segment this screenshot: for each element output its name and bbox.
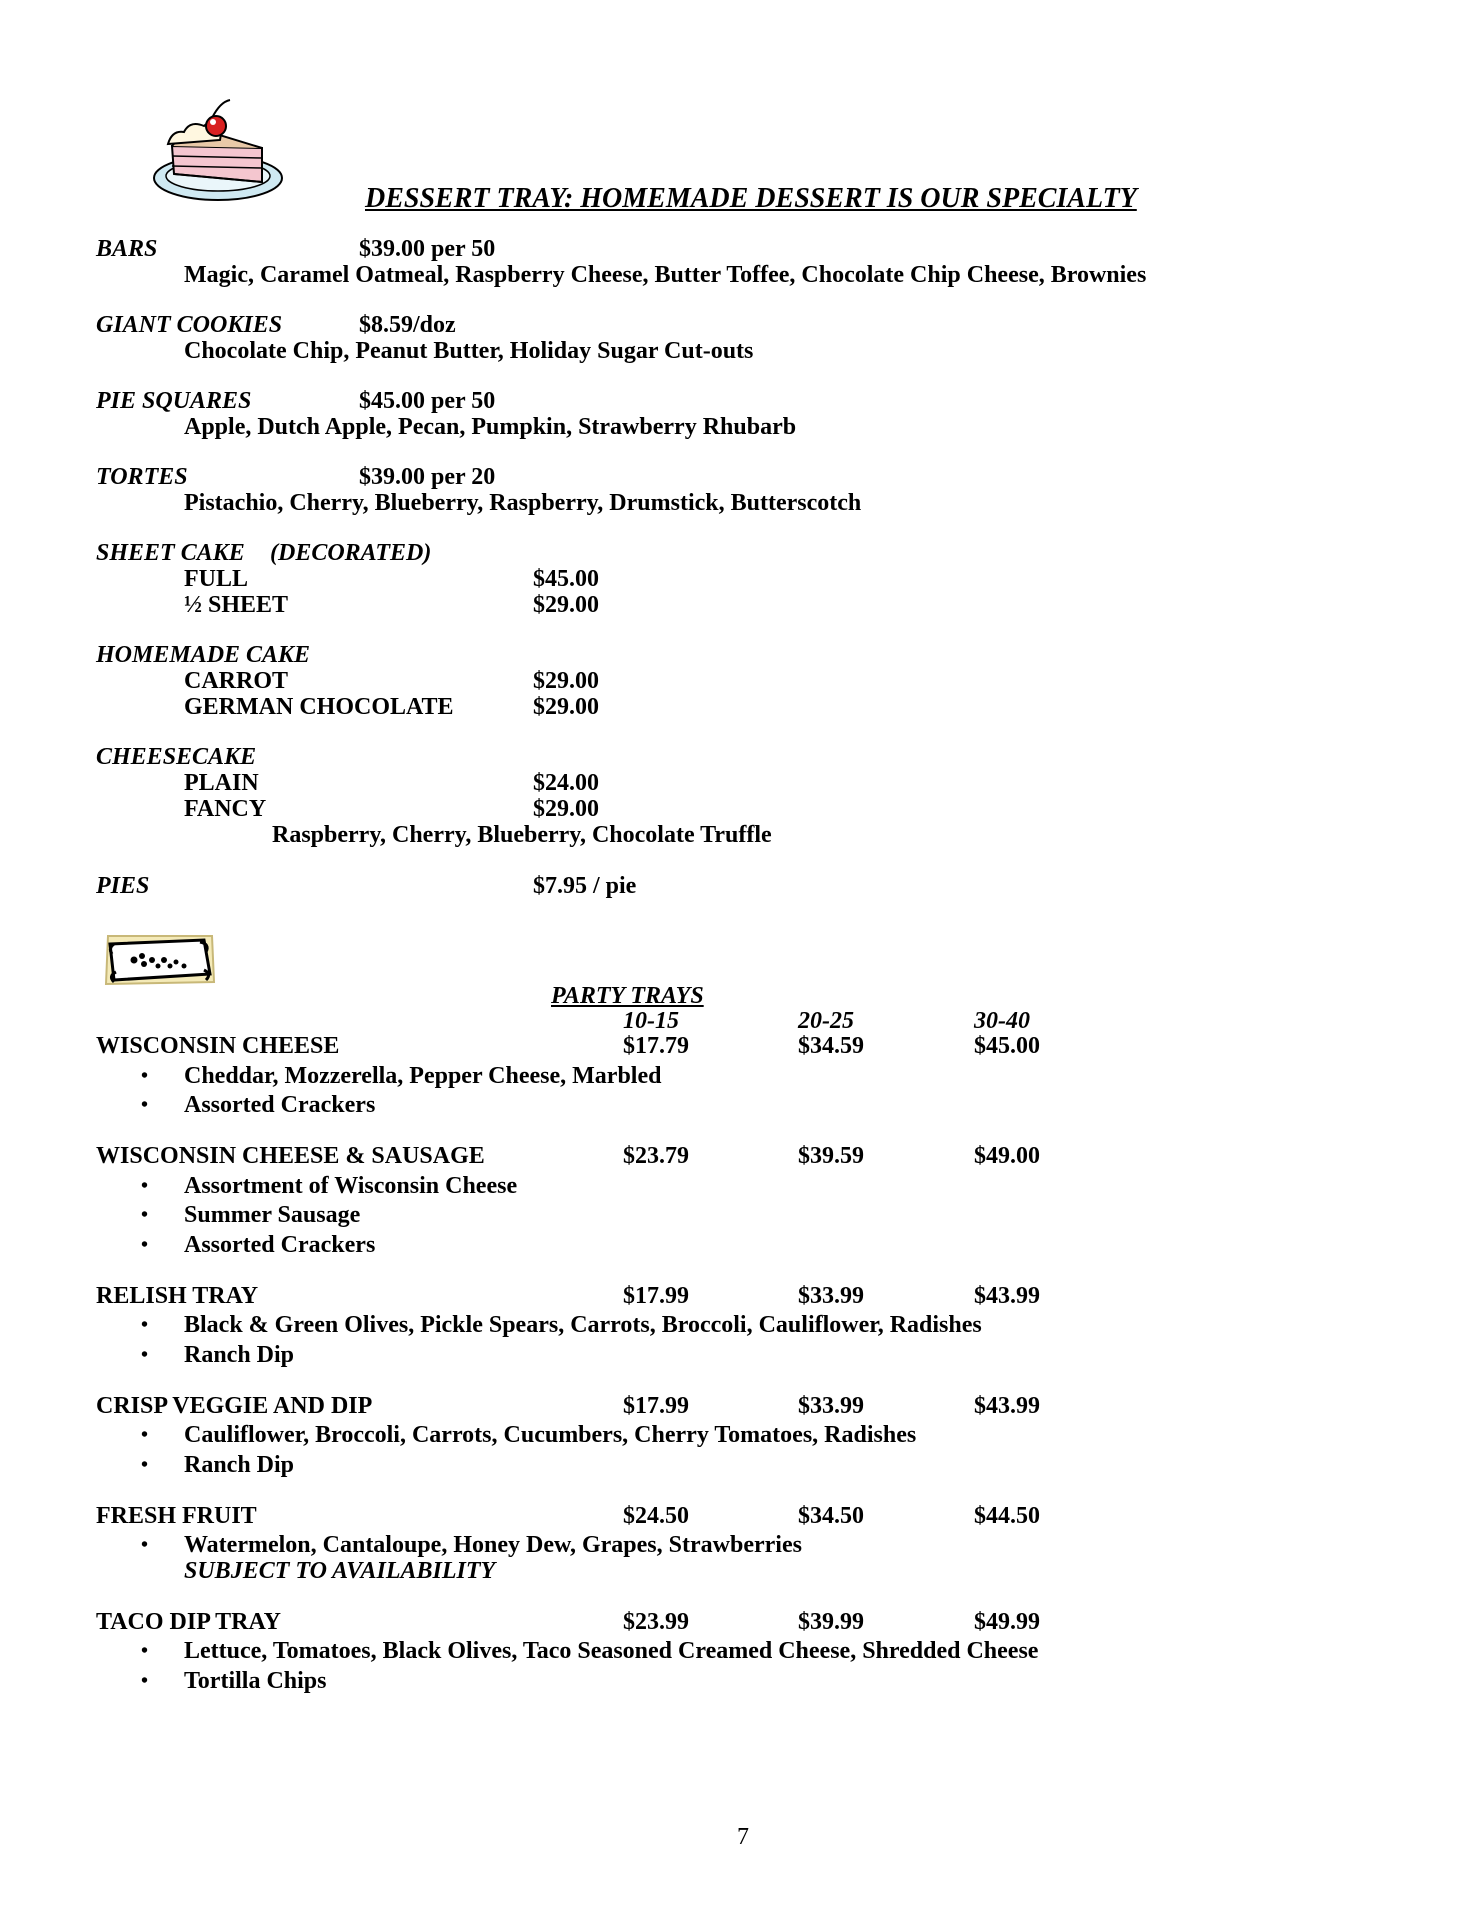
tray-icon (100, 930, 220, 992)
size-header-3: 30-40 (974, 1008, 1030, 1034)
sheet-cake-half-price: $29.00 (533, 592, 599, 618)
item-price-giant-cookies: $8.59/doz (359, 312, 456, 338)
item-varieties-pie-squares: Apple, Dutch Apple, Pecan, Pumpkin, Strawberry Rhubarb (184, 414, 797, 440)
homemade-cake-german-price: $29.00 (533, 694, 599, 720)
tray-price: $43.99 (974, 1393, 1040, 1419)
tray-name-relish: RELISH TRAY (96, 1283, 259, 1309)
item-price-tortes: $39.00 per 20 (359, 464, 496, 490)
cheesecake-plain-price: $24.00 (533, 770, 599, 796)
sheet-cake-full-price: $45.00 (533, 566, 599, 592)
homemade-cake-carrot-price: $29.00 (533, 668, 599, 694)
cheesecake-flavors: Raspberry, Cherry, Blueberry, Chocolate Truffle (272, 822, 772, 848)
tray-price: $17.79 (623, 1033, 689, 1059)
tray-price: $34.50 (798, 1503, 864, 1529)
cheesecake-heading: CHEESECAKE (96, 744, 257, 770)
tray-price: $17.99 (623, 1393, 689, 1419)
cheesecake-plain-label: PLAIN (184, 770, 259, 796)
cheesecake-fancy-label: FANCY (184, 796, 267, 822)
homemade-cake-german-label: GERMAN CHOCOLATE (184, 694, 454, 720)
tray-price: $17.99 (623, 1283, 689, 1309)
item-name-giant-cookies: GIANT COOKIES (96, 312, 283, 338)
tray-price: $45.00 (974, 1033, 1040, 1059)
item-name-tortes: TORTES (96, 464, 188, 490)
cheesecake-fancy-price: $29.00 (533, 796, 599, 822)
sheet-cake-half-label: ½ SHEET (184, 592, 289, 618)
item-name-pie-squares: PIE SQUARES (96, 388, 252, 414)
tray-name-veggie-dip: CRISP VEGGIE AND DIP (96, 1393, 373, 1419)
sheet-cake-note: (DECORATED) (270, 540, 432, 566)
tray-name-cheese-sausage: WISCONSIN CHEESE & SAUSAGE (96, 1143, 485, 1169)
item-varieties-tortes: Pistachio, Cherry, Blueberry, Raspberry, Drumstick, Butterscotch (184, 490, 862, 516)
tray-price: $33.99 (798, 1393, 864, 1419)
tray-name-wisconsin-cheese: WISCONSIN CHEESE (96, 1033, 340, 1059)
tray-name-fresh-fruit: FRESH FRUIT (96, 1503, 257, 1529)
tray-price: $49.99 (974, 1609, 1040, 1635)
tray-price: $49.00 (974, 1143, 1040, 1169)
item-price-bars: $39.00 per 50 (359, 236, 496, 262)
tray-price: $23.99 (623, 1609, 689, 1635)
tray-price: $24.50 (623, 1503, 689, 1529)
tray-price: $44.50 (974, 1503, 1040, 1529)
availability-note: SUBJECT TO AVAILABILITY (184, 1558, 496, 1584)
size-header-2: 20-25 (798, 1008, 854, 1034)
tray-price: $39.99 (798, 1609, 864, 1635)
sheet-cake-heading: SHEET CAKE (96, 540, 245, 566)
item-price-pie-squares: $45.00 per 50 (359, 388, 496, 414)
tray-price: $34.59 (798, 1033, 864, 1059)
tray-price: $33.99 (798, 1283, 864, 1309)
tray-price: $39.59 (798, 1143, 864, 1169)
pies-heading: PIES (96, 873, 150, 899)
page-title: DESSERT TRAY: HOMEMADE DESSERT IS OUR SPECIALTY (365, 183, 1137, 214)
item-name-bars: BARS (96, 236, 158, 262)
tray-price: $23.79 (623, 1143, 689, 1169)
size-header-1: 10-15 (623, 1008, 679, 1034)
sheet-cake-full-label: FULL (184, 566, 249, 592)
party-trays-heading: PARTY TRAYS (551, 983, 704, 1009)
tray-price: $43.99 (974, 1283, 1040, 1309)
pie-slice-icon (150, 96, 290, 206)
item-varieties-bars: Magic, Caramel Oatmeal, Raspberry Cheese, Butter Toffee, Chocolate Chip Cheese, Brownies (184, 262, 1147, 288)
page-number: 7 (737, 1824, 749, 1850)
homemade-cake-carrot-label: CARROT (184, 668, 289, 694)
homemade-cake-heading: HOMEMADE CAKE (96, 642, 311, 668)
pies-price: $7.95 / pie (533, 873, 637, 899)
tray-name-taco-dip: TACO DIP TRAY (96, 1609, 281, 1635)
item-varieties-giant-cookies: Chocolate Chip, Peanut Butter, Holiday Sugar Cut-outs (184, 338, 754, 364)
